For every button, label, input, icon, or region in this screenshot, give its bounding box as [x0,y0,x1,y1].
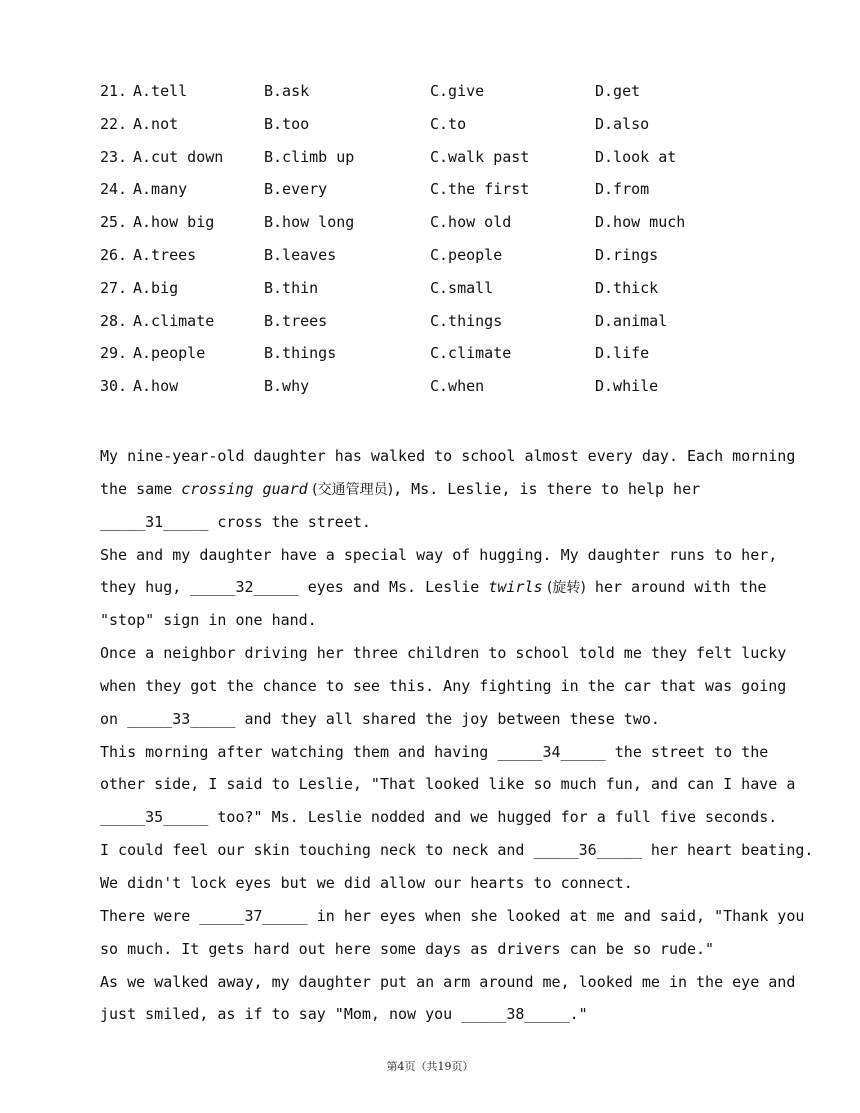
option-d: D.from [595,180,650,199]
option-b: B.leaves [264,245,337,264]
question-number: 25. [100,213,128,232]
option-d: D.also [595,114,650,133]
option-row-21 [100,78,780,111]
option-row-22 [100,111,780,144]
option-a: A.how [133,377,179,396]
option-a: A.cut down [133,147,224,166]
option-d: D.get [595,82,641,100]
passage-line: just smiled, as if to say "Mom, now you _____38_____." [100,1005,588,1024]
answer-options-list [100,78,780,406]
option-a: A.how big [133,213,215,232]
passage-line: I could feel our skin touching neck to neck and _____36_____ her heart beating. [100,841,814,860]
option-c: C.the first [430,180,530,199]
chinese-gloss: (旋转) [542,580,586,597]
passage-line: on _____33_____ and they all shared the joy between these two. [100,709,660,728]
option-a: A.big [133,278,179,297]
question-number: 28. [100,311,128,330]
passage-line: other side, I said to Leslie, "That looked like so much fun, and can I have a [100,775,796,794]
passage-line: We didn't lock eyes but we did allow our hearts to connect. [100,873,633,892]
option-a: A.many [133,180,188,199]
italic-term: crossing guard [181,479,308,498]
option-row-29 [100,340,780,373]
passage-line: This morning after watching them and having _____34_____ the street to the [100,742,769,761]
option-a: A.climate [133,311,215,330]
option-row-24 [100,176,780,209]
option-row-27 [100,275,780,308]
question-number: 24. [100,180,128,199]
passage-line: As we walked away, my daughter put an arm around me, looked me in the eye and [100,972,796,991]
question-number: 26. [100,245,128,264]
italic-term: twirls [488,578,543,597]
passage-line: when they got the chance to see this. Any fighting in the car that was going [100,676,787,695]
option-row-26 [100,242,780,275]
option-c: C.walk past [430,147,530,166]
question-number: 21. [100,82,128,100]
option-c: C.to [430,114,467,133]
passage-text: her around with the [585,578,767,597]
passage-line: _____31_____ cross the street. [100,512,371,531]
option-d: D.rings [595,245,659,264]
question-number: 23. [100,147,128,166]
option-row-25 [100,209,780,242]
passage-line: Once a neighbor driving her three children to school told me they felt lucky [100,644,787,663]
option-b: B.climb up [264,147,355,166]
chinese-gloss: (交通管理员) [307,481,394,498]
passage-line [100,571,790,604]
passage-text: they hug, _____32_____ eyes and Ms. Leslie [100,578,489,597]
passage-line: She and my daughter have a special way of hugging. My daughter runs to her, [100,545,778,564]
passage-line: My nine-year-old daughter has walked to school almost every day. Each morning [100,447,796,465]
passage-line: There were _____37_____ in her eyes when she looked at me and said, "Thank you [100,906,805,925]
option-a: A.tell [133,82,188,100]
option-a: A.trees [133,245,197,264]
option-c: C.people [430,245,503,264]
option-c: C.climate [430,344,512,363]
passage-line: so much. It gets hard out here some days as drivers can be so rude." [100,939,715,958]
option-row-28 [100,308,780,341]
option-c: C.things [430,311,503,330]
option-b: B.things [264,344,337,363]
passage-line: "stop" sign in one hand. [100,611,317,630]
option-b: B.every [264,180,328,199]
passage-text: , Ms. Leslie, is there to help her [393,479,701,498]
option-b: B.too [264,114,310,133]
cloze-passage [100,440,814,1031]
option-d: D.while [595,377,659,396]
passage-text: the same [100,479,182,498]
option-d: D.life [595,344,650,363]
option-a: A.people [133,344,206,363]
option-c: C.when [430,377,485,396]
option-b: B.thin [264,278,319,297]
option-b: B.ask [264,82,310,100]
option-a: A.not [133,114,179,133]
option-d: D.animal [595,311,668,330]
option-c: C.give [430,82,485,100]
question-number: 22. [100,114,128,133]
option-row-23 [100,144,780,177]
question-number: 29. [100,344,128,363]
question-number: 27. [100,278,128,297]
option-b: B.how long [264,213,355,232]
option-c: C.small [430,278,494,297]
option-d: D.look at [595,147,677,166]
option-d: D.thick [595,278,659,297]
option-d: D.how much [595,213,686,232]
option-c: C.how old [430,213,512,232]
page-footer: 第4页（共19页） [386,1060,474,1073]
passage-line [100,473,790,506]
option-row-30 [100,373,780,406]
question-number: 30. [100,377,128,396]
passage-line: _____35_____ too?" Ms. Leslie nodded and we hugged for a full five seconds. [100,808,778,827]
option-b: B.trees [264,311,328,330]
option-b: B.why [264,377,310,396]
